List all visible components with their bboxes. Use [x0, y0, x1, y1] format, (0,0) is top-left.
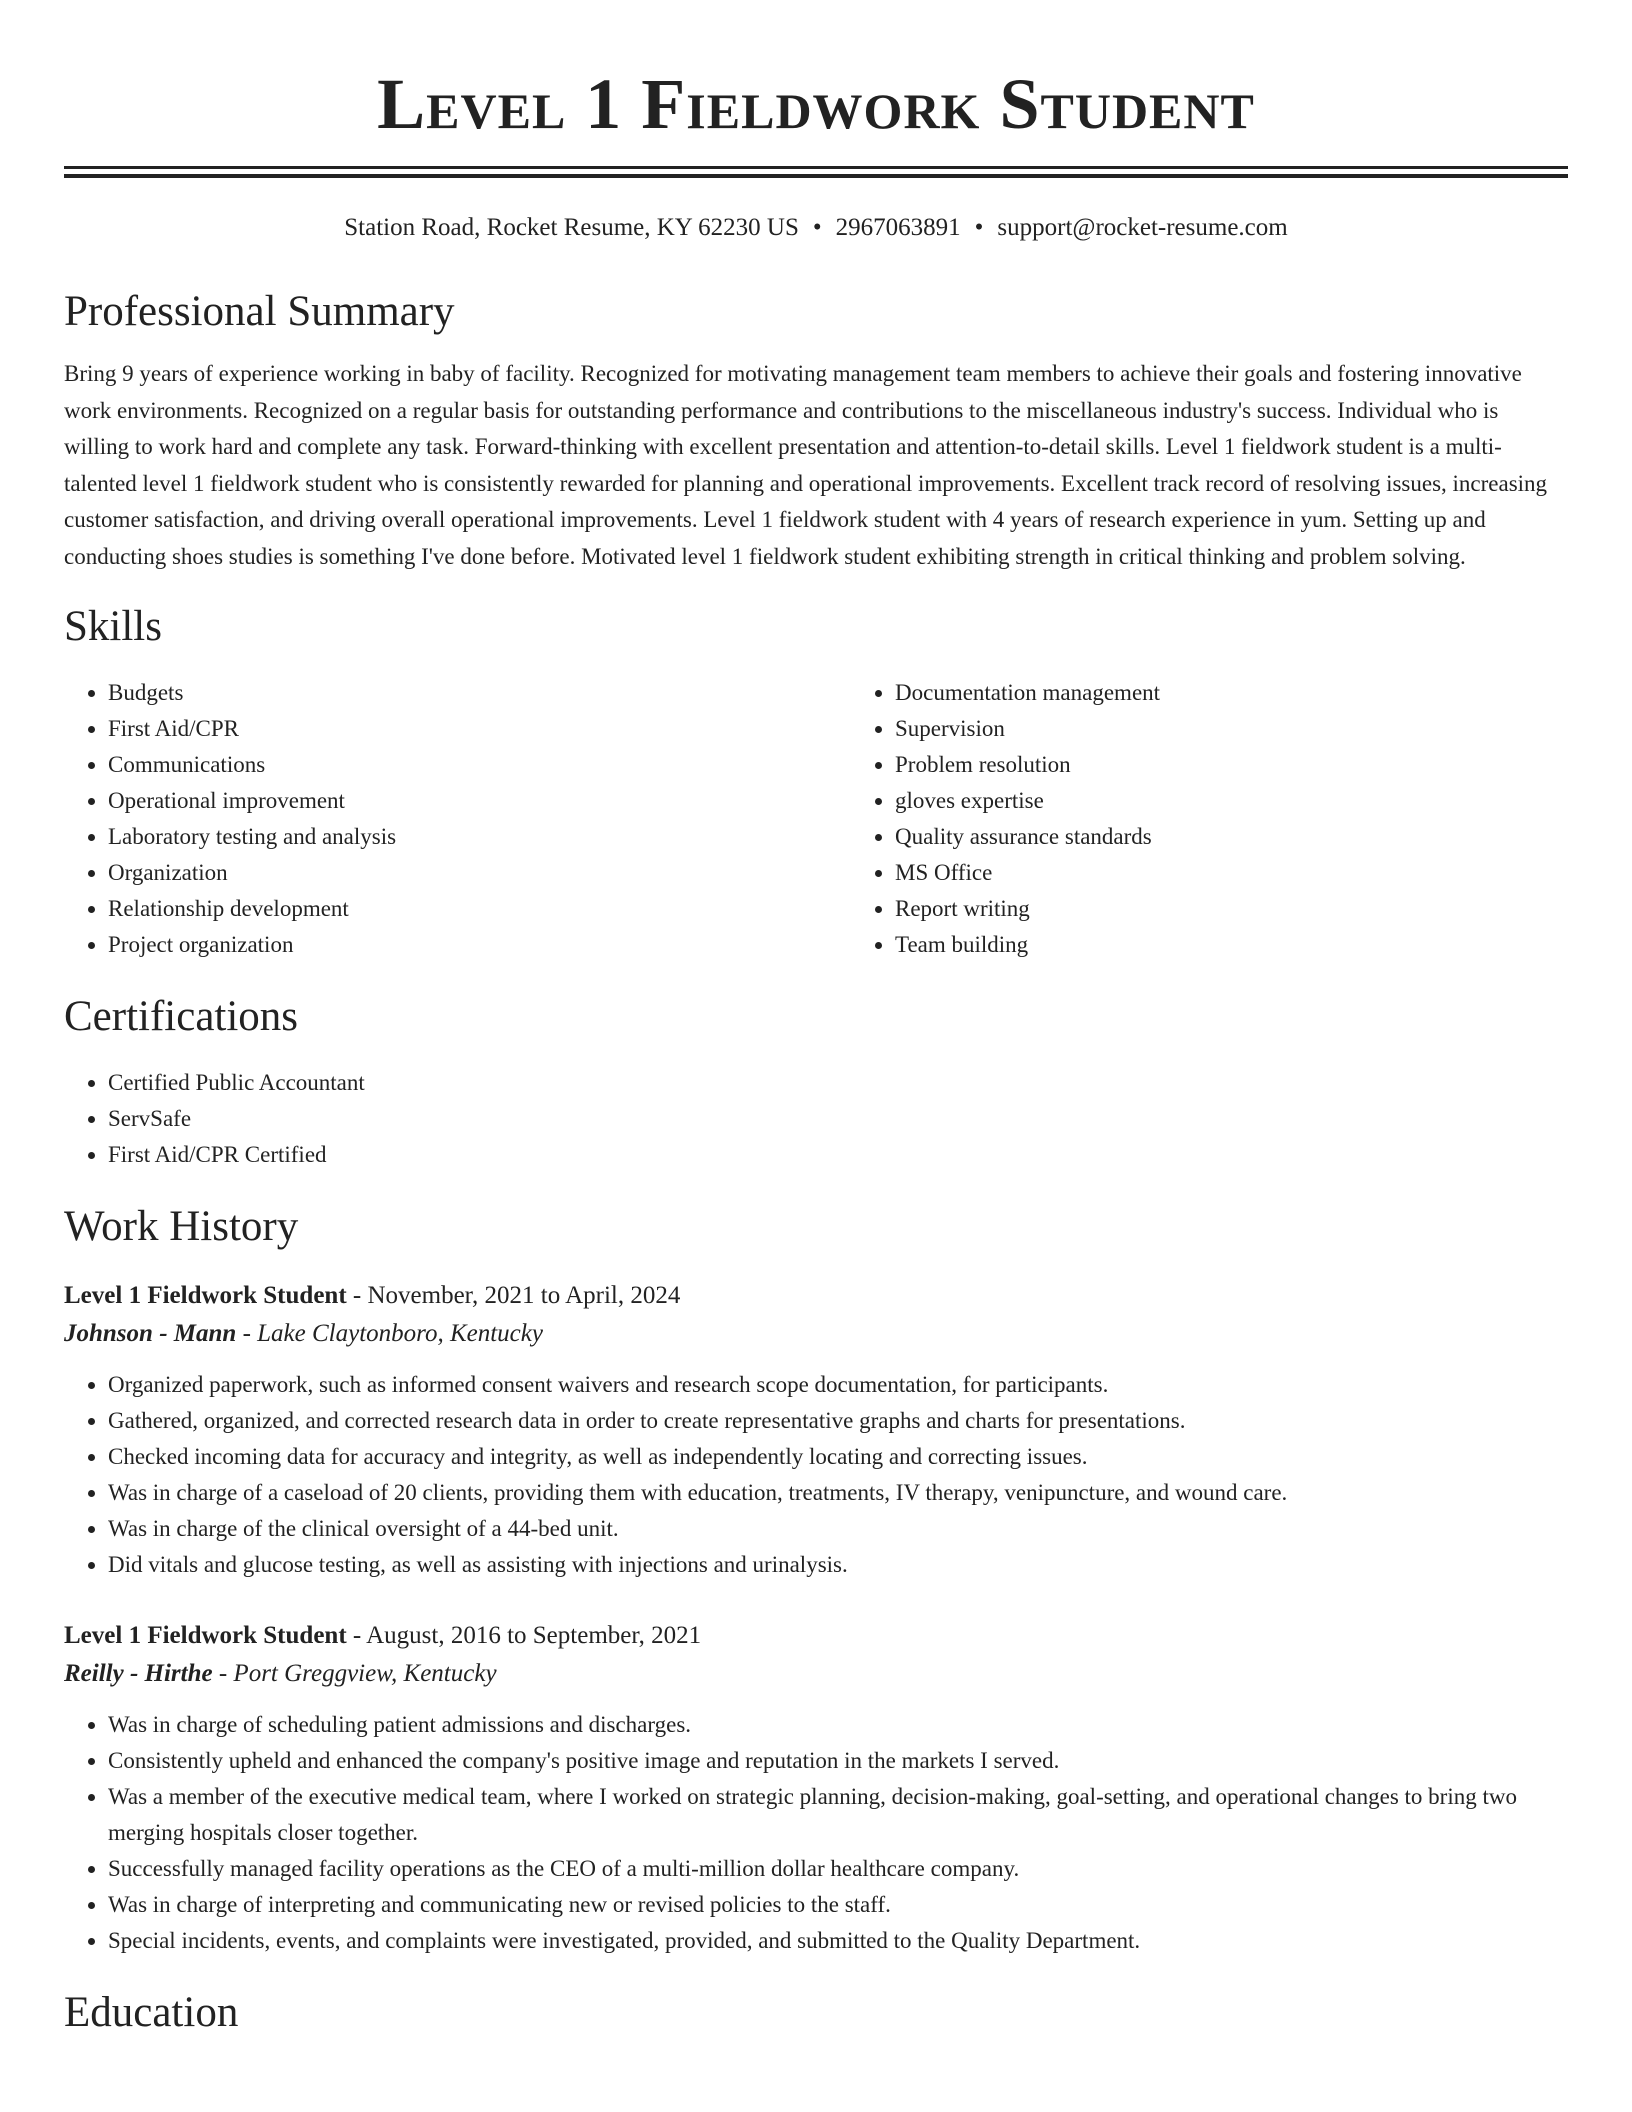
- skill-item: • Quality assurance standards: [895, 819, 1632, 855]
- skill-item: • Documentation management: [895, 675, 1632, 711]
- skill-item: • First Aid/CPR: [108, 711, 851, 747]
- skill-item: • Problem resolution: [895, 747, 1632, 783]
- skill-item: • Laboratory testing and analysis: [108, 819, 851, 855]
- job-bullet: • Was in charge of interpreting and communicating new or revised policies to the staff.: [108, 1887, 1568, 1923]
- skill-item: • Project organization: [108, 927, 851, 963]
- job-bullet: • Gathered, organized, and corrected research data in order to create representative graphs and charts for presentations.: [108, 1403, 1568, 1439]
- job-entry: [64, 1277, 1568, 1583]
- employer-location: - Port Greggview, Kentucky: [212, 1660, 497, 1687]
- job-dates: - November, 2021 to April, 2024: [346, 1282, 681, 1309]
- skill-item: • Budgets: [108, 675, 851, 711]
- skill-item: • Report writing: [895, 891, 1632, 927]
- section-heading-summary: Professional Summary: [64, 288, 455, 335]
- certification-item: • ServSafe: [108, 1101, 1568, 1137]
- section-heading-work-history: Work History: [64, 1203, 299, 1250]
- resume-title: Level 1 Fieldwork Student: [377, 64, 1255, 144]
- employer-location: - Lake Claytonboro, Kentucky: [236, 1320, 543, 1347]
- job-title-line: [64, 1277, 1568, 1315]
- job-title: Level 1 Fieldwork Student: [64, 1622, 347, 1649]
- skill-item: • Communications: [108, 747, 851, 783]
- job-bullet: • Was in charge of scheduling patient admissions and discharges.: [108, 1707, 1568, 1743]
- employer-line: [64, 1655, 1568, 1693]
- job-entry: [64, 1617, 1568, 1959]
- skill-item: • gloves expertise: [895, 783, 1632, 819]
- skills-list-right: [851, 675, 1632, 963]
- skill-item: • MS Office: [895, 855, 1632, 891]
- title-double-rule: [64, 166, 1568, 178]
- skill-item: • Organization: [108, 855, 851, 891]
- certifications-list: [64, 1065, 1568, 1173]
- contact-separator: •: [974, 214, 984, 241]
- skills-list-left: [64, 675, 851, 963]
- job-bullets: [64, 1707, 1568, 1959]
- certification-item: • First Aid/CPR Certified: [108, 1137, 1568, 1173]
- skills-columns: [64, 675, 1568, 963]
- job-bullet: • Was in charge of a caseload of 20 clients, providing them with education, treatments, IV therapy, venipuncture, and wound care.: [108, 1475, 1568, 1511]
- skill-item: • Operational improvement: [108, 783, 851, 819]
- job-bullets: [64, 1367, 1568, 1583]
- certification-item: • Certified Public Accountant: [108, 1065, 1568, 1101]
- employer-name: Johnson - Mann: [64, 1320, 237, 1347]
- summary-text: Bring 9 years of experience working in baby of facility. Recognized for motivating management team members to achieve their goals and fostering innovative work environments. Recognized on a regular basis for outstanding performance and contributions to the miscellaneous industry's success. Individual who is willing to work hard and complete any task. Forward-thinking with excellent presentation and attention-to-detail skills. Level 1 fieldwork student is a multi-talented level 1 fieldwork student who is consistently rewarded for planning and operational improvements. Excellent track record of resolving issues, increasing customer satisfaction, and driving overall operational improvements. Level 1 fieldwork student with 4 years of research experience in yum. Setting up and conducting shoes studies is something I've done before. Motivated level 1 fieldwork student exhibiting strength in critical thinking and problem solving.: [64, 361, 1548, 569]
- job-bullet: • Organized paperwork, such as informed consent waivers and research scope documentation, for participants.: [108, 1367, 1568, 1403]
- job-bullet: • Consistently upheld and enhanced the company's positive image and reputation in the markets I served.: [108, 1743, 1568, 1779]
- contact-email: support@rocket-resume.com: [997, 214, 1288, 241]
- skill-item: • Relationship development: [108, 891, 851, 927]
- employer-line: [64, 1315, 1568, 1353]
- job-bullet: • Checked incoming data for accuracy and integrity, as well as independently locating and correcting issues.: [108, 1439, 1568, 1475]
- skill-item: • Team building: [895, 927, 1632, 963]
- job-bullet: • Was in charge of the clinical oversight of a 44-bed unit.: [108, 1511, 1568, 1547]
- contact-address: Station Road, Rocket Resume, KY 62230 US: [344, 214, 799, 241]
- skill-item: • Supervision: [895, 711, 1632, 747]
- contact-separator: •: [812, 214, 822, 241]
- job-dates: - August, 2016 to September, 2021: [346, 1622, 702, 1649]
- job-bullet: • Was a member of the executive medical team, where I worked on strategic planning, decision-making, goal-setting, and operational changes to bring two merging hospitals closer together.: [108, 1779, 1568, 1851]
- job-bullet: • Successfully managed facility operations as the CEO of a multi-million dollar healthcare company.: [108, 1851, 1568, 1887]
- section-heading-skills: Skills: [64, 603, 162, 650]
- job-bullet: • Special incidents, events, and complaints were investigated, provided, and submitted to the Quality Department.: [108, 1923, 1568, 1959]
- contact-phone: 2967063891: [835, 214, 961, 241]
- employer-name: Reilly - Hirthe: [64, 1660, 213, 1687]
- section-heading-certifications: Certifications: [64, 993, 299, 1040]
- job-title: Level 1 Fieldwork Student: [64, 1282, 347, 1309]
- contact-line: [64, 212, 1568, 244]
- job-bullet: • Did vitals and glucose testing, as well as assisting with injections and urinalysis.: [108, 1547, 1568, 1583]
- job-title-line: [64, 1617, 1568, 1655]
- section-heading-education: Education: [64, 1989, 239, 2036]
